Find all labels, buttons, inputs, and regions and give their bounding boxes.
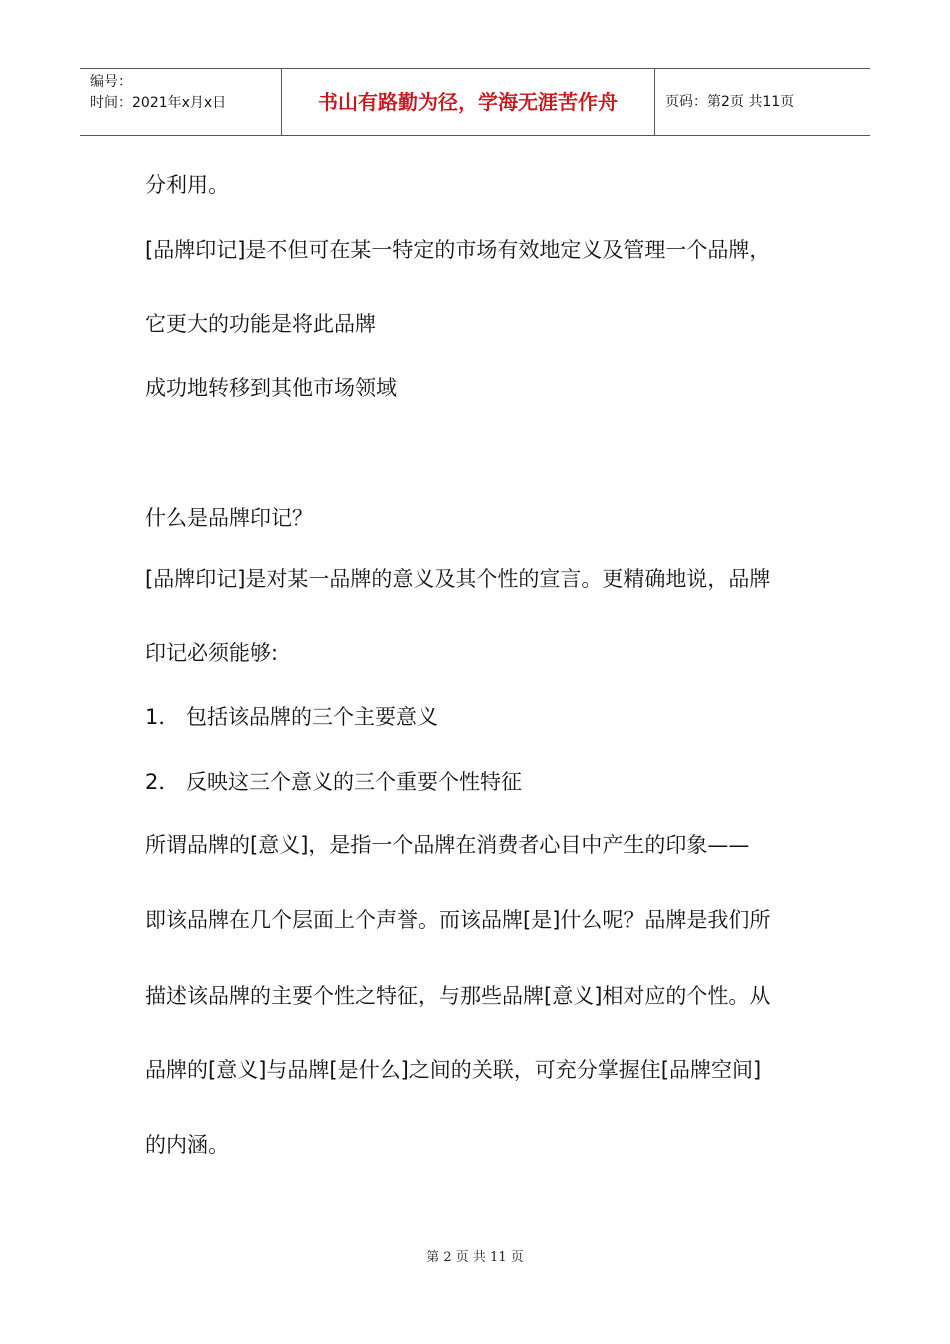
page-footer: 第 2 页 共 11 页: [426, 1250, 524, 1265]
body-line: 成功地转移到其他市场领域: [145, 376, 397, 400]
header-page-info: 页码：第2页 共11页: [665, 94, 795, 110]
document-number-label: 编号：: [90, 74, 132, 90]
body-line: 描述该品牌的主要个性之特征，与那些品牌[意义]相对应的个性。从: [145, 984, 771, 1008]
list-item: 1． 包括该品牌的三个主要意义: [145, 705, 439, 729]
body-line: 的内涵。: [145, 1133, 229, 1157]
body-line: 品牌的[意义]与品牌[是什么]之间的关联，可充分掌握住[品牌空间]: [145, 1058, 762, 1082]
body-line: [品牌印记]是不但可在某一特定的市场有效地定义及管理一个品牌，: [145, 238, 771, 262]
body-line: 印记必须能够:: [145, 641, 279, 665]
body-line: 所谓品牌的[意义]，是指一个品牌在消费者心目中产生的印象——: [145, 833, 750, 857]
header-motto: 书山有路勤为径，学海无涯苦作舟: [282, 69, 655, 135]
body-line: [品牌印记]是对某一品牌的意义及其个性的宣言。更精确地说，品牌: [145, 567, 771, 591]
list-item: 2． 反映这三个意义的三个重要个性特征: [145, 770, 523, 794]
body-line: 分利用。: [145, 173, 229, 197]
page-header: [80, 68, 870, 136]
header-meta: [80, 69, 282, 135]
document-date: 时间：2021年x月x日: [90, 95, 227, 111]
body-line: 即该品牌在几个层面上个声誉。而该品牌[是]什么呢？品牌是我们所: [145, 908, 771, 932]
body-line: 它更大的功能是将此品牌: [145, 312, 376, 336]
section-heading: 什么是品牌印记？: [145, 506, 313, 530]
